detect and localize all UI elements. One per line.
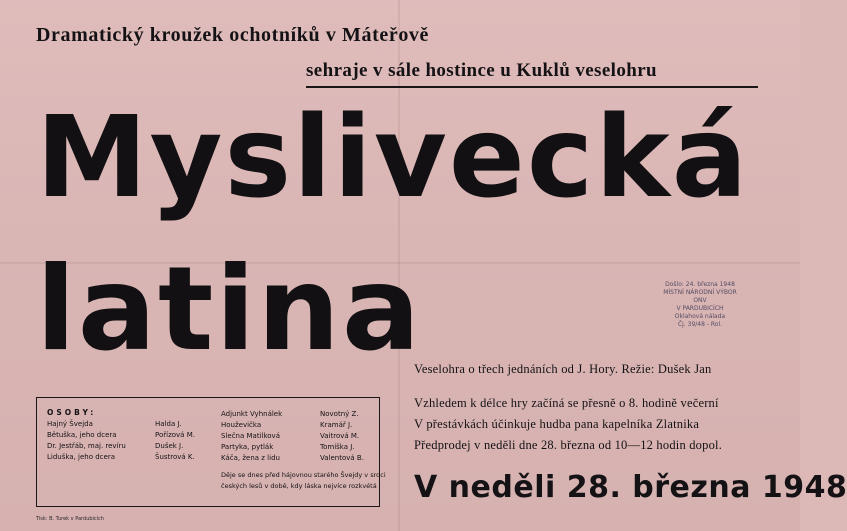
cast-role: Adjunkt Vyhnálek (221, 410, 283, 418)
info-line-music: V přestávkách účinkuje hudba pana kapelníka Zlatnika (414, 417, 700, 431)
cast-role: Liduška, jeho dcera (47, 453, 116, 461)
title-line-2: latina (36, 242, 423, 377)
cast-role: Bětuška, jeho dcera (47, 431, 117, 439)
stamp-line: Oklahová nálada (674, 313, 726, 320)
header-line-2: sehraje v sále hostince u Kuklů veselohru (306, 60, 658, 81)
stamp-line: Čj. 39/48 - Rol. (677, 321, 723, 328)
cast-actor: Dušek J. (155, 442, 184, 450)
info-line-start: Vzhledem k délce hry začíná se přesně o 8. hodině večerní (414, 396, 719, 410)
cast-role: Houževička (221, 421, 262, 429)
cast-role: Partyka, pytlák (221, 443, 274, 451)
cast-actor: Vaitrová M. (320, 432, 360, 440)
info-line-presale: Předprodej v neděli dne 28. března od 10—12 hodin dopol. (414, 438, 723, 452)
printer-credit: Tisk: B. Turek v Pardubicích (36, 516, 104, 522)
cast-actor: Halda J. (155, 420, 182, 428)
cast-actor: Šustrová K. (155, 453, 195, 461)
cast-role: Káča, žena z lidu (221, 454, 280, 462)
cast-setting-note (221, 470, 386, 492)
registration-stamp (660, 281, 740, 329)
cast-role: Slečna Matilková (221, 432, 280, 440)
header-line-1: Dramatický kroužek ochotníků v Máteřově (36, 24, 429, 46)
cast-actor: Tomíška J. (320, 443, 355, 451)
cast-box (36, 397, 386, 507)
cast-actor: Kramář J. (320, 421, 353, 429)
header-underline (306, 86, 758, 88)
cast-role: Hajný Švejda (47, 420, 93, 428)
cast-actor: Valentová B. (320, 454, 364, 462)
cast-role: Dr. Jestřáb, maj. revíru (47, 442, 126, 450)
cast-actor: Pořízová M. (155, 431, 195, 439)
performance-date: V neděli 28. března 1948 (414, 470, 847, 505)
stamp-line: Došlo: 24. března 1948 (665, 281, 735, 288)
cast-actor: Novotný Z. (320, 410, 359, 418)
title-line-1: Myslivecká (36, 93, 750, 223)
cast-note-line: Děje se dnes před hájovnou starého Švejdy v srdci (221, 471, 386, 479)
info-line-play: Veselohra o třech jednáních od J. Hory. Režie: Dušek Jan (414, 362, 712, 376)
stamp-line: V PARDUBICÍCH (676, 305, 724, 312)
stamp-line: MÍSTNÍ NÁRODNÍ VÝBOR (663, 289, 737, 296)
stamp-line: ONV (693, 297, 707, 304)
cast-note-line: českých lesů v době, kdy láska nejvíce rozkvétá (221, 482, 377, 490)
cast-heading: OSOBY: (47, 408, 97, 417)
